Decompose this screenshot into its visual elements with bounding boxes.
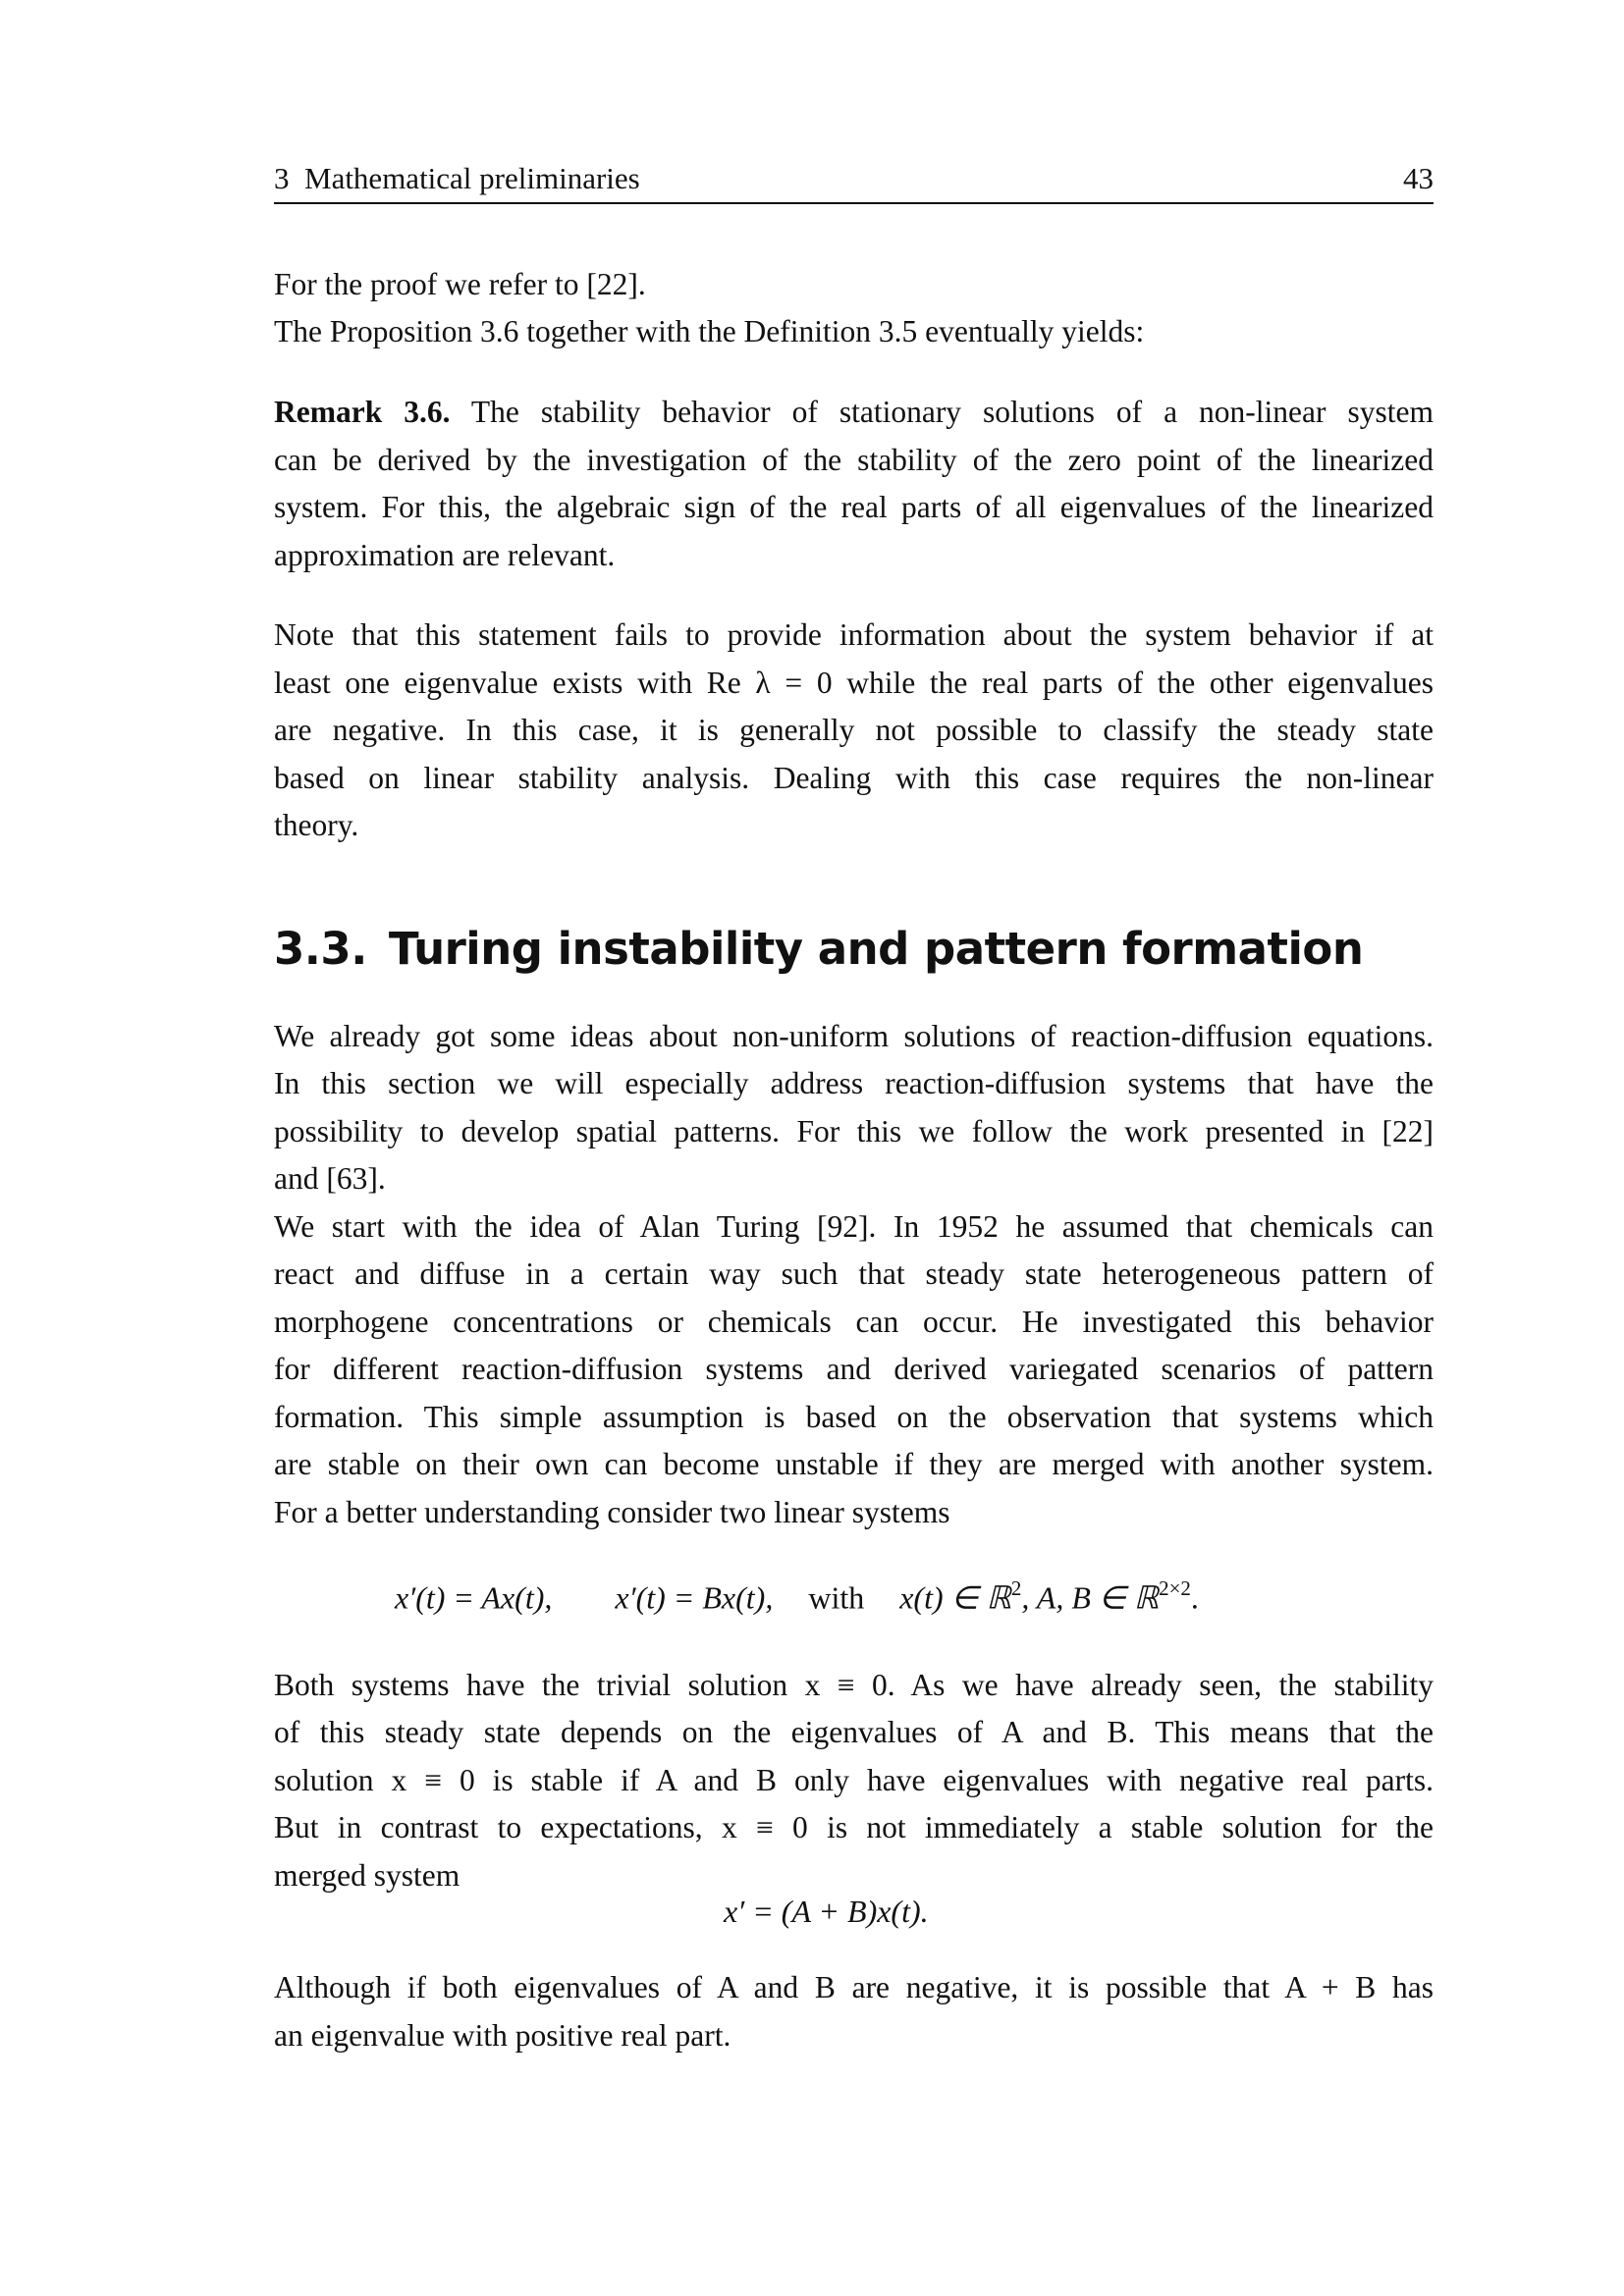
text-line: formation. This simple assumption is based on the observation that systems which xyxy=(274,1400,1434,1434)
section-title-text: Turing instability and pattern formation xyxy=(388,923,1364,975)
text-line: merged system xyxy=(274,1858,460,1893)
equation-end: . xyxy=(1190,1579,1199,1616)
text-line: and [63]. xyxy=(274,1161,386,1196)
display-equation-merged-system: x′ = (A + B)x(t). xyxy=(724,1894,929,1929)
remark-text: The stability behavior of stationary solutions of a non-linear system xyxy=(470,395,1434,429)
header-rule xyxy=(274,202,1434,204)
section-heading xyxy=(274,920,1363,979)
equation-sup: 2 xyxy=(1010,1576,1022,1600)
text-line: of this steady state depends on the eigenvalues of A and B. This means that the xyxy=(274,1715,1434,1749)
remark-label: Remark 3.6. xyxy=(274,395,451,429)
equation-sup: 2×2 xyxy=(1159,1576,1191,1600)
text-line: In this section we will especially address reaction-diffusion systems that have the xyxy=(274,1066,1434,1100)
equation-part: x′(t) = Bx(t), xyxy=(615,1579,774,1616)
equation-with: with xyxy=(808,1579,865,1616)
equation-part: x(t) ∈ ℝ xyxy=(899,1579,1011,1616)
text-line: solution x ≡ 0 is stable if A and B only have eigenvalues with negative real parts. xyxy=(274,1763,1434,1797)
display-equation-linear-systems xyxy=(395,1571,1199,1616)
text-line: morphogene concentrations or chemicals can occur. He investigated this behavior xyxy=(274,1305,1434,1339)
text-line: approximation are relevant. xyxy=(274,538,616,572)
text-line: can be derived by the investigation of the stability of the zero point of the linearized xyxy=(274,443,1434,477)
equation-part: x′(t) = Ax(t), xyxy=(395,1579,553,1616)
text-line: For a better understanding consider two linear systems xyxy=(274,1495,950,1529)
text-line: least one eigenvalue exists with Re λ = 0 while the real parts of the other eigenvalues xyxy=(274,666,1434,700)
equation-part: , A, B ∈ ℝ xyxy=(1021,1579,1160,1616)
text-line: The Proposition 3.6 together with the Definition 3.5 eventually yields: xyxy=(274,314,1145,348)
text-line: Both systems have the trivial solution x ≡ 0. As we have already seen, the stability xyxy=(274,1668,1434,1702)
text-line: for different reaction-diffusion systems and derived variegated scenarios of pattern xyxy=(274,1352,1434,1386)
remark-first-line xyxy=(274,393,1434,432)
text-line: We already got some ideas about non-uniform solutions of reaction-diffusion equations. xyxy=(274,1019,1434,1053)
section-number: 3.3. xyxy=(274,923,367,975)
text-line: based on linear stability analysis. Dealing with this case requires the non-linear xyxy=(274,761,1434,795)
text-line: But in contrast to expectations, x ≡ 0 is not immediately a stable solution for the xyxy=(274,1810,1434,1844)
text-line: For the proof we refer to [22]. xyxy=(274,267,646,301)
text-line: We start with the idea of Alan Turing [92]. In 1952 he assumed that chemicals can xyxy=(274,1209,1434,1244)
text-line: theory. xyxy=(274,808,359,842)
text-line: react and diffuse in a certain way such that steady state heterogeneous pattern of xyxy=(274,1256,1434,1291)
text-line: an eigenvalue with positive real part. xyxy=(274,2018,731,2053)
text-line: are stable on their own can become unstable if they are merged with another system. xyxy=(274,1447,1434,1481)
page-number: 43 xyxy=(1403,161,1434,195)
text-line: system. For this, the algebraic sign of the real parts of all eigenvalues of the linearized xyxy=(274,490,1434,524)
text-line: possibility to develop spatial patterns. For this we follow the work presented in [22] xyxy=(274,1114,1434,1148)
running-head xyxy=(274,159,1434,198)
text-line: Note that this statement fails to provide information about the system behavior if at xyxy=(274,617,1434,652)
text-line: are negative. In this case, it is generally not possible to classify the steady state xyxy=(274,713,1434,747)
chapter-title: 3 Mathematical preliminaries xyxy=(274,161,640,195)
text-line: Although if both eigenvalues of A and B are negative, it is possible that A + B has xyxy=(274,1970,1434,2004)
